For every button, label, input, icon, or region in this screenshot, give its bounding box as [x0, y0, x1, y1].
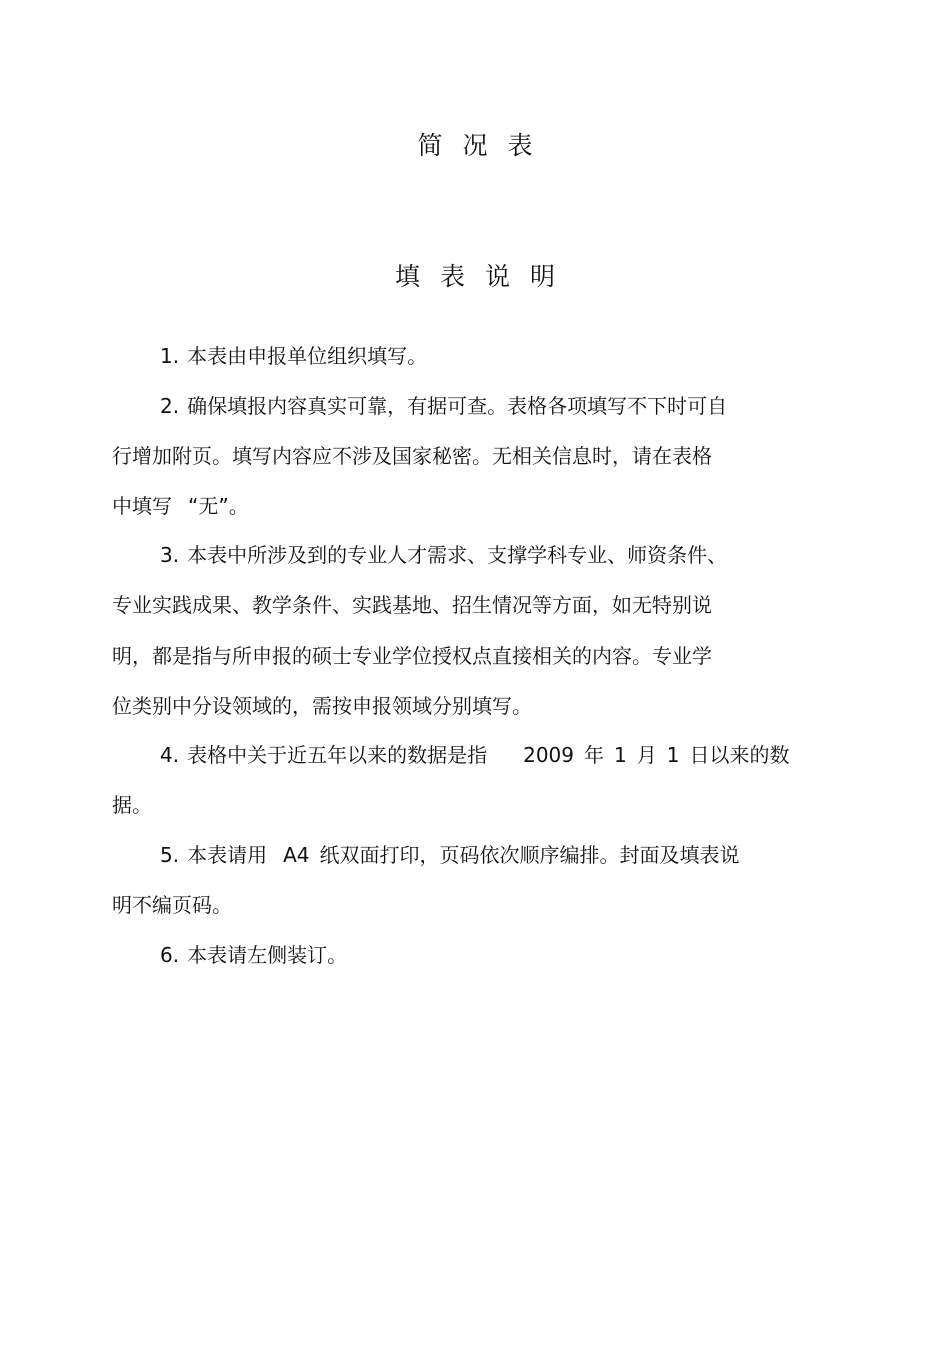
instruction-item-3-line-3: 明，都是指与所申报的硕士专业学位授权点直接相关的内容。专业学	[112, 644, 712, 668]
month-unit: 月	[636, 743, 657, 767]
year-value: 2009	[523, 743, 574, 767]
item-text: 中填写	[112, 494, 172, 518]
instruction-item-3-line-2: 专业实践成果、教学条件、实践基地、招生情况等方面，如无特别说	[112, 593, 712, 617]
instruction-item-2-line-2: 行增加附页。填写内容应不涉及国家秘密。无相关信息时，请在表格	[112, 444, 712, 468]
instruction-item-3-line-4: 位类别中分设领域的，需按申报领域分别填写。	[112, 694, 532, 718]
item-number: 5.	[160, 843, 180, 867]
instruction-item-6	[160, 941, 347, 969]
item-text: 表格中关于近五年以来的数据是指	[187, 743, 488, 767]
instruction-item-2-line-3	[112, 492, 249, 520]
month-value: 1	[614, 743, 627, 767]
item-number: 1.	[160, 344, 180, 368]
item-text-suffix: 纸双面打印，页码依次顺序编排。封面及填表说	[319, 843, 740, 867]
item-text-suffix: 日以来的数	[689, 743, 790, 767]
instruction-item-4	[160, 741, 789, 769]
item-number: 2.	[160, 394, 180, 418]
item-text: 确保填报内容真实可靠，有据可查。表格各项填写不下时可自	[187, 394, 728, 418]
item-text: 本表中所涉及到的专业人才需求、支撑学科专业、师资条件、	[187, 543, 728, 567]
instruction-item-4-line-2: 据。	[112, 793, 152, 817]
instruction-item-3	[160, 541, 727, 569]
item-number: 3.	[160, 543, 180, 567]
instruction-item-2	[160, 392, 727, 420]
item-text: 本表请用	[187, 843, 268, 867]
item-text: 本表由申报单位组织填写。	[187, 344, 428, 368]
instruction-item-5-line-2: 明不编页码。	[112, 893, 232, 917]
item-text: 本表请左侧装订。	[187, 943, 348, 967]
quoted-none: “无”。	[188, 494, 249, 518]
instructions-title: 填表说明	[394, 262, 575, 291]
instruction-item-1	[160, 342, 427, 370]
instruction-item-5	[160, 841, 740, 869]
item-number: 6.	[160, 943, 180, 967]
day-value: 1	[666, 743, 680, 767]
document-title: 简况表	[417, 131, 553, 160]
paper-size: A4	[283, 843, 310, 867]
year-unit: 年	[584, 743, 604, 767]
item-number: 4.	[160, 743, 180, 767]
